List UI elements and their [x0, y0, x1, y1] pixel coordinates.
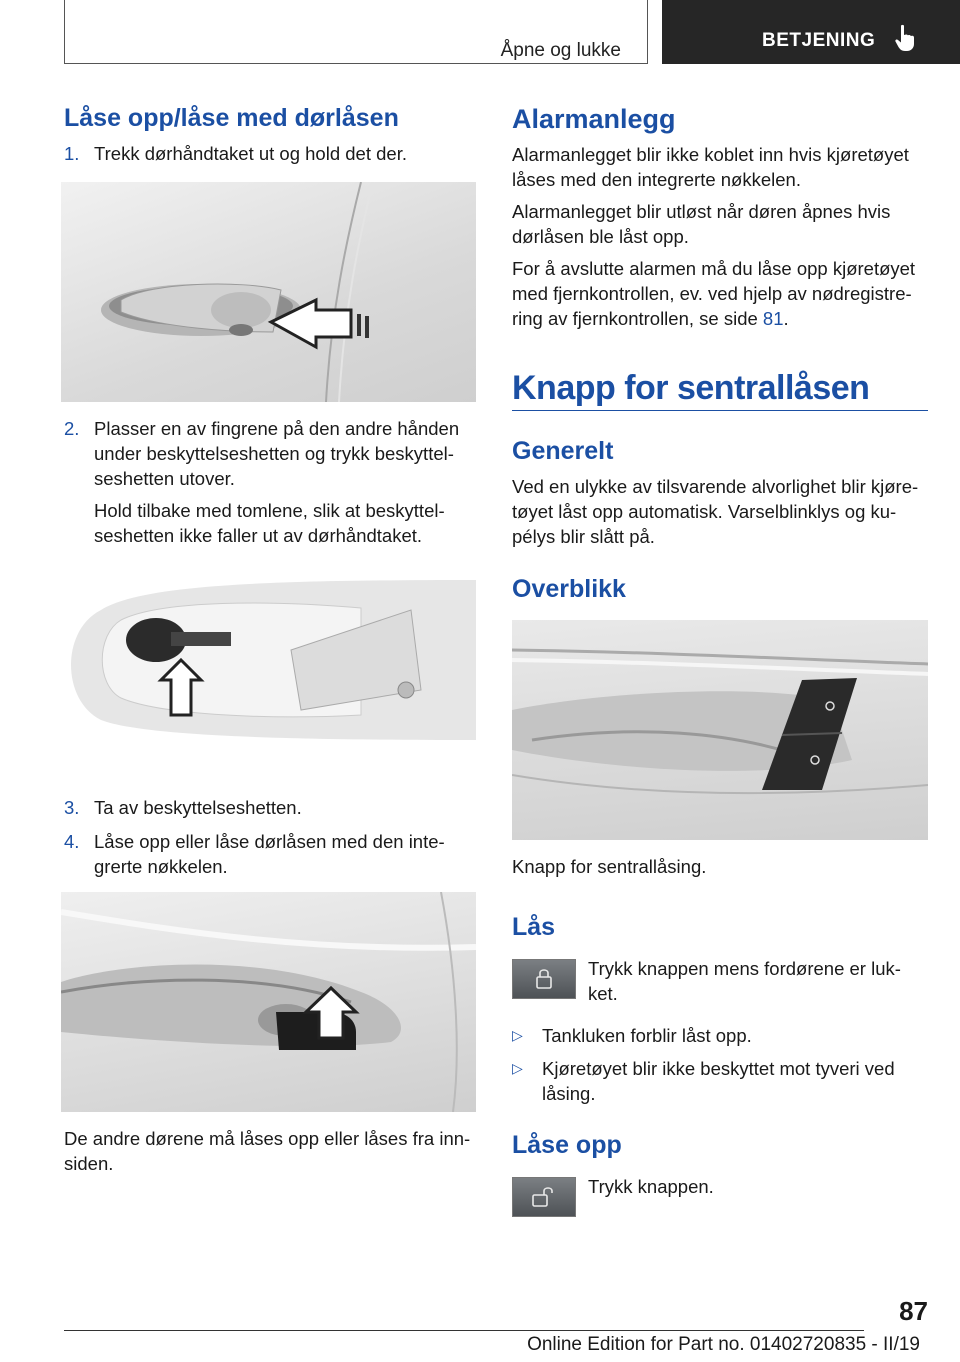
heading-rule [512, 410, 928, 411]
lock-text: Trykk knappen mens fordørene er luk-ket. [588, 958, 901, 1004]
general-text: Ved en ulykke av tilsvarende alvorlighet blir kjøre-tøyet låst opp automatisk. Varselblinklys og ku-pélys blir slått på. [512, 476, 919, 547]
footer-edition: Online Edition for Part no. 01402720835 - II/19 [527, 1334, 920, 1355]
page-link-81[interactable]: 81 [762, 308, 784, 329]
image-integrated-key [61, 892, 476, 1112]
header-section-title: Åpne og lukke [500, 40, 621, 61]
alarm-paragraph-2: Alarmanlegget blir utløst når døren åpnes hvis dørlåsen ble låst opp. [512, 201, 891, 247]
image-protective-cap [61, 580, 476, 740]
heading-unlock: Låse opp [512, 1131, 622, 1159]
heading-lock: Lås [512, 913, 556, 941]
step-4: 4. Låse opp eller låse dørlåsen med den inte-grerte nøkkelen. [64, 831, 445, 877]
unlock-button-icon [512, 1177, 576, 1217]
image-door-handle-pulled [61, 182, 476, 402]
header-section-tab [64, 0, 648, 64]
step-2-note: Hold tilbake med tomlene, slik at beskyttel-seshetten ikke faller ut av dørhåndtaket. [94, 500, 445, 546]
header-chapter-title: BETJENING [762, 30, 876, 51]
heading-general: Generelt [512, 437, 614, 465]
heading-door-lock: Låse opp/låse med dørlåsen [64, 104, 399, 132]
footer-rule [64, 1330, 864, 1331]
unlock-text: Trykk knappen. [588, 1176, 714, 1197]
step-2: 2. Plasser en av fingrene på den andre hånden under beskyttelseshetten og trykk beskyttel-seshetten utover. [64, 418, 460, 489]
overview-caption: Knapp for sentrallåsing. [512, 856, 707, 877]
page-number: 87 [899, 1296, 928, 1326]
heading-alarm: Alarmanlegg [512, 104, 676, 134]
pointing-hand-icon [894, 24, 916, 52]
alarm-paragraph-3: For å avslutte alarmen må du låse opp kjøretøyet med fjernkontrollen, ev. ved hjelp av nødregistre-ring av fjernkontrollen, se side 81. [512, 258, 916, 329]
alarm-paragraph-1: Alarmanlegget blir ikke koblet inn hvis kjøretøyet låses med den integrerte nøkkelen. [512, 144, 909, 190]
heading-central-lock: Knapp for sentrallåsen [512, 369, 870, 407]
heading-overview: Overblikk [512, 575, 626, 603]
lock-button-icon [512, 959, 576, 999]
image-central-lock-buttons [512, 620, 928, 840]
header-chapter-tab [662, 0, 960, 64]
closing-text: De andre dørene må låses opp eller låses fra inn-siden. [64, 1128, 471, 1174]
